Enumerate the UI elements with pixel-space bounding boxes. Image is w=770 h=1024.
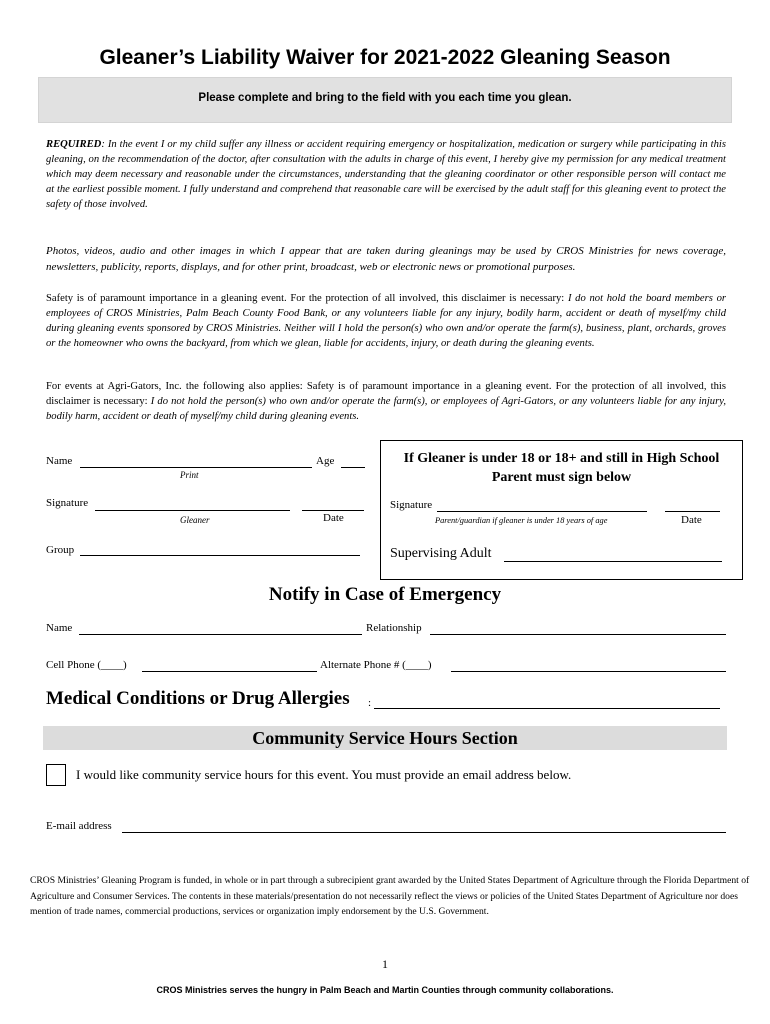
age-input[interactable]	[341, 467, 365, 468]
photos-paragraph	[46, 243, 726, 275]
parent-date-input[interactable]	[665, 511, 720, 512]
gleaner-date-input[interactable]	[302, 510, 364, 511]
parent-caption: Parent/guardian if gleaner is under 18 years of age	[435, 516, 608, 525]
safety-italic: I do not hold the board members or employees of CROS Ministries, Palm Beach County Food Bank, or any volunteers liable for any injury, bodily harm, accident or death of myself/my child during gleaning events sponsored by CROS Ministries. Neither will I hold the person(s) who own and/or operate the farm(s), business, plant, orchards, groves or the homeowner who owns the backyard, from which we glean, liable for accidents, injury, or death during the gleaning events.	[46, 293, 726, 349]
name-input[interactable]	[80, 467, 312, 468]
minor-box-heading	[380, 449, 743, 487]
required-text: : In the event I or my child suffer any illness or accident requiring emergency or hospitalization, medication or surgery while participating in this gleaning, on the recommendation of the doctor, after consultation with the adults in charge of this event, I hereby give my permission for any medical treatment which may deem necessary and reasonable under the circumstances, understanding that the gleaning coordinator or other responsible person will contact me at the earliest possible moment. I fully understand and comprehend that reasonable care will be exercised by the adult staff for this gleaning event to protect the safety of those involved.	[46, 139, 726, 210]
agri-intro: For events at Agri-Gators, Inc. the following also applies: Safety is of paramount importance in a gleaning event. For the protection of all involved, this disclaimer is necessary:	[46, 381, 726, 407]
agri-gators-paragraph	[46, 379, 726, 424]
medical-input[interactable]	[374, 708, 720, 709]
funding-disclaimer: CROS Ministries’ Gleaning Program is funded, in whole or in part through a subrecipient grant awarded by the United States Department of Agriculture through the Florida Department of Agriculture and Consumer Services. The contents in these materials/presentation do not necessarily reflect the views or policies of the United States Department of Agriculture nor does mention of trade names, commercial productions, services or organization imply endorsement by the U.S. Government.	[30, 875, 750, 917]
instruction-banner-text: Please complete and bring to the field with you each time you glean.	[198, 92, 572, 104]
page-number: 1	[382, 957, 388, 971]
alternate-phone-label: Alternate Phone # (____)	[320, 659, 432, 671]
community-heading: Community Service Hours Section	[252, 728, 518, 748]
print-caption: Print	[180, 470, 199, 480]
minor-heading-line2: Parent must sign below	[491, 470, 632, 485]
gleaner-signature-input[interactable]	[95, 510, 290, 511]
cell-phone-input[interactable]	[142, 671, 317, 672]
emergency-name-label: Name	[46, 622, 73, 634]
parent-signature-label: Signature	[390, 499, 433, 511]
email-label: E-mail address	[46, 820, 112, 832]
parent-date-caption: Date	[681, 514, 702, 526]
signature-label: Signature	[46, 497, 89, 509]
community-hours-checkbox[interactable]	[46, 764, 66, 786]
safety-paragraph	[46, 291, 726, 351]
relationship-input[interactable]	[430, 634, 726, 635]
alternate-phone-input[interactable]	[451, 671, 726, 672]
emergency-heading: Notify in Case of Emergency	[268, 584, 502, 605]
group-input[interactable]	[80, 555, 360, 556]
minor-heading-line1: If Gleaner is under 18 or 18+ and still in High School	[403, 451, 720, 466]
medical-colon: :	[368, 697, 372, 709]
safety-intro: Safety is of paramount importance in a gleaning event. For the protection of all involved, this disclaimer is necessary:	[46, 293, 565, 304]
parent-signature-input[interactable]	[437, 511, 647, 512]
email-input[interactable]	[122, 832, 726, 833]
supervising-adult-label: Supervising Adult	[390, 546, 492, 561]
footer-tagline: CROS Ministries serves the hungry in Palm Beach and Martin Counties through community collaborations.	[156, 985, 614, 995]
page-title: Gleaner’s Liability Waiver for 2021-2022 Gleaning Season	[99, 46, 671, 69]
medical-label: Medical Conditions or Drug Allergies	[46, 688, 350, 709]
name-label: Name	[46, 455, 73, 467]
community-checkbox-label: I would like community service hours for this event. You must provide an email address below.	[76, 767, 572, 782]
required-label: REQUIRED	[46, 139, 102, 150]
required-paragraph	[46, 137, 726, 212]
agri-italic: I do not hold the person(s) who own and/or operate the farm(s), or employees of Agri-Gators, or any volunteers liable for any injury, bodily harm, accident or death of myself/my child during gleaning events.	[46, 396, 726, 422]
cell-phone-label: Cell Phone (____)	[46, 659, 127, 671]
photos-text: Photos, videos, audio and other images in which I appear that are taken during gleanings may be used by CROS Ministries for news coverage, newsletters, publicity, reports, displays, and for other print, broadcast, web or electronic news or promotional purposes.	[46, 245, 726, 273]
relationship-label: Relationship	[366, 622, 422, 634]
emergency-name-input[interactable]	[79, 634, 362, 635]
age-label: Age	[316, 455, 335, 467]
group-label: Group	[46, 544, 75, 556]
gleaner-caption: Gleaner	[180, 515, 210, 525]
date-caption: Date	[323, 512, 344, 524]
supervising-adult-input[interactable]	[504, 561, 722, 562]
